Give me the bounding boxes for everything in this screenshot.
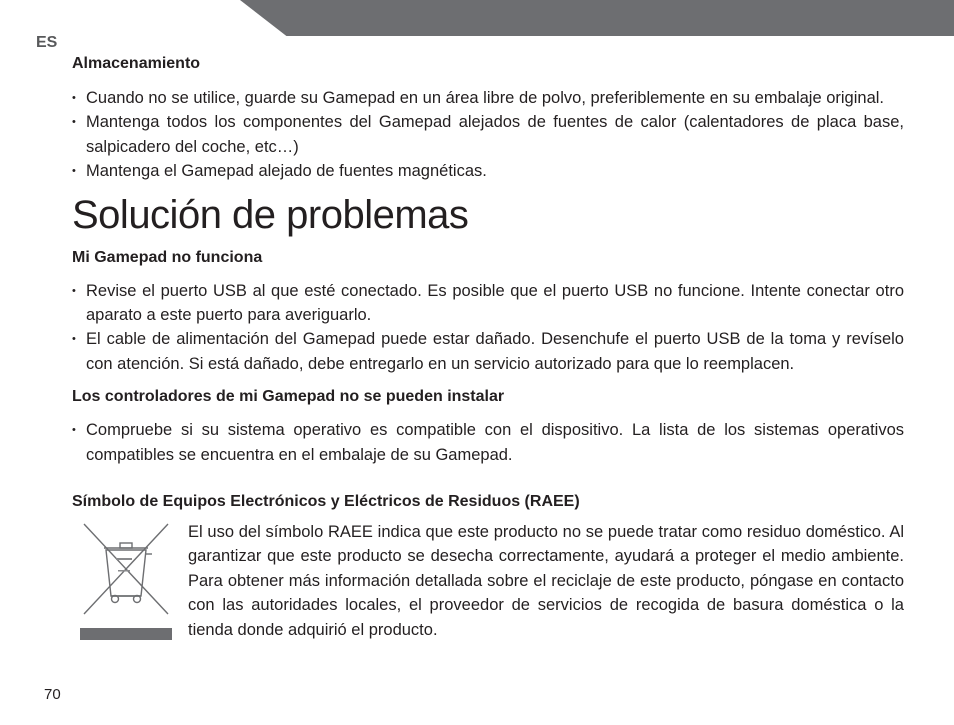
page-title: Solución de problemas — [72, 192, 469, 237]
weee-bar — [80, 628, 172, 640]
page-number: 70 — [44, 686, 61, 703]
weee-description: El uso del símbolo RAEE indica que este producto no se puede tratar como residuo doméstico. Al garantizar que este producto se desecha correctamente, ayudará a proteger el medio ambiente. Para obtener más información detallada sobre el reciclaje de este producto, póngase en contacto con las autoridades locales, el proveedor de servicios de recogida de basura doméstica o la tienda donde adquirió el producto. — [188, 523, 904, 639]
weee-block — [72, 520, 904, 650]
gamepad-not-working-list — [72, 279, 904, 377]
gamepad-not-working-heading: Mi Gamepad no funciona — [72, 248, 263, 266]
page-content — [72, 52, 904, 650]
weee-heading: Símbolo de Equipos Electrónicos y Eléctricos de Residuos (RAEE) — [72, 493, 580, 511]
language-label: ES — [36, 34, 58, 51]
list-item: • Cuando no se utilice, guarde su Gamepad en un área libre de polvo, preferiblemente en su embalaje original. — [72, 86, 904, 110]
crossed-out-wheelie-bin-icon — [78, 522, 174, 640]
list-item: • Revise el puerto USB al que esté conectado. Es posible que el puerto USB no funcione. Intente conectar otro aparato a este puerto para averiguarlo. — [72, 279, 904, 328]
list-item: • Mantenga todos los componentes del Gamepad alejados de fuentes de calor (calentadores de placa base, salpicadero del coche, etc…) — [72, 110, 904, 159]
drivers-heading: Los controladores de mi Gamepad no se pueden instalar — [72, 388, 505, 406]
storage-list — [72, 86, 904, 184]
list-item: • Mantenga el Gamepad alejado de fuentes magnéticas. — [72, 159, 904, 183]
storage-heading: Almacenamiento — [72, 55, 201, 72]
list-item: • El cable de alimentación del Gamepad puede estar dañado. Desenchufe el puerto USB de la toma y revíselo con atención. Si está dañado, debe entregarlo en un servicio autorizado para que lo reemplacen. — [72, 327, 904, 376]
list-item: • Compruebe si su sistema operativo es compatible con el dispositivo. La lista de los sistemas operativos compatibles se encuentra en el embalaje de su Gamepad. — [72, 418, 904, 467]
drivers-list — [72, 418, 904, 467]
header-tab-decoration — [240, 0, 954, 36]
